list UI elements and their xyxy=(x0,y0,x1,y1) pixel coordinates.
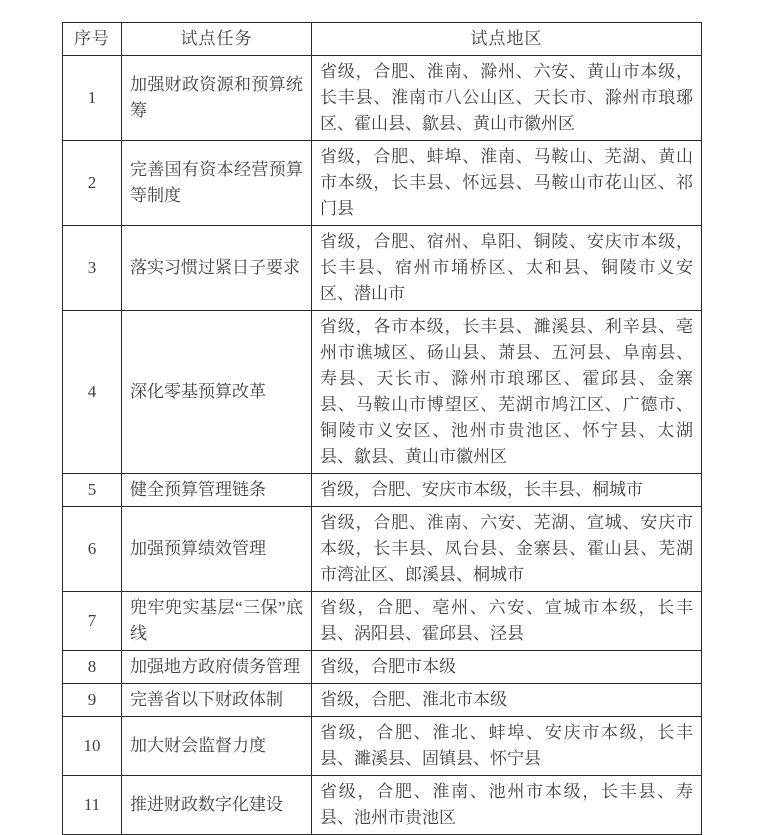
table-row xyxy=(63,507,702,592)
row-task: 加大财会监督力度 xyxy=(122,717,312,776)
table-row xyxy=(63,684,702,717)
pilot-tasks-table xyxy=(62,22,702,835)
row-number: 11 xyxy=(63,776,122,835)
row-task: 加强地方政府债务管理 xyxy=(122,651,312,684)
row-number: 2 xyxy=(63,141,122,226)
row-regions: 省级，合肥、淮北、蚌埠、安庆市本级，长丰县、濉溪县、固镇县、怀宁县 xyxy=(312,717,702,776)
row-regions: 省级，合肥、淮南、六安、芜湖、宣城、安庆市本级，长丰县、凤台县、金寨县、霍山县、芜湖市湾沚区、郎溪县、桐城市 xyxy=(312,507,702,592)
row-task: 深化零基预算改革 xyxy=(122,311,312,474)
row-regions: 省级，各市本级，长丰县、濉溪县、利辛县、亳州市谯城区、砀山县、萧县、五河县、阜南县、寿县、天长市、滁州市琅琊区、霍邱县、金寨县、马鞍山市博望区、芜湖市鸠江区、广德市、铜陵市义安区、池州市贵池区、怀宁县、太湖县、歙县、黄山市徽州区 xyxy=(312,311,702,474)
table-row xyxy=(63,226,702,311)
row-regions: 省级，合肥、淮南、池州市本级，长丰县、寿县、池州市贵池区 xyxy=(312,776,702,835)
row-regions: 省级，合肥、安庆市本级，长丰县、桐城市 xyxy=(312,474,702,507)
row-number: 4 xyxy=(63,311,122,474)
row-number: 10 xyxy=(63,717,122,776)
row-number: 5 xyxy=(63,474,122,507)
row-task: 加强财政资源和预算统筹 xyxy=(122,56,312,141)
row-number: 9 xyxy=(63,684,122,717)
table-row xyxy=(63,717,702,776)
row-task: 兜牢兜实基层“三保”底线 xyxy=(122,592,312,651)
row-task: 健全预算管理链条 xyxy=(122,474,312,507)
row-number: 1 xyxy=(63,56,122,141)
table-row xyxy=(63,311,702,474)
row-task: 加强预算绩效管理 xyxy=(122,507,312,592)
table-row xyxy=(63,592,702,651)
row-regions: 省级，合肥、淮南、滁州、六安、黄山市本级，长丰县、淮南市八公山区、天长市、滁州市琅琊区、霍山县、歙县、黄山市徽州区 xyxy=(312,56,702,141)
row-task: 完善国有资本经营预算等制度 xyxy=(122,141,312,226)
header-regions: 试点地区 xyxy=(312,23,702,56)
header-no: 序号 xyxy=(63,23,122,56)
row-task: 推进财政数字化建设 xyxy=(122,776,312,835)
table-header-row xyxy=(63,23,702,56)
table-row xyxy=(63,474,702,507)
row-number: 8 xyxy=(63,651,122,684)
row-number: 3 xyxy=(63,226,122,311)
table-row xyxy=(63,651,702,684)
row-regions: 省级，合肥、蚌埠、淮南、马鞍山、芜湖、黄山市本级，长丰县、怀远县、马鞍山市花山区、祁门县 xyxy=(312,141,702,226)
row-task: 落实习惯过紧日子要求 xyxy=(122,226,312,311)
row-regions: 省级，合肥、淮北市本级 xyxy=(312,684,702,717)
table-row xyxy=(63,776,702,835)
row-task: 完善省以下财政体制 xyxy=(122,684,312,717)
row-number: 6 xyxy=(63,507,122,592)
table-row xyxy=(63,56,702,141)
header-task: 试点任务 xyxy=(122,23,312,56)
row-regions: 省级，合肥、宿州、阜阳、铜陵、安庆市本级，长丰县、宿州市埇桥区、太和县、铜陵市义安区、潜山市 xyxy=(312,226,702,311)
row-regions: 省级，合肥、亳州、六安、宣城市本级，长丰县、涡阳县、霍邱县、泾县 xyxy=(312,592,702,651)
row-number: 7 xyxy=(63,592,122,651)
row-regions: 省级，合肥市本级 xyxy=(312,651,702,684)
table-row xyxy=(63,141,702,226)
